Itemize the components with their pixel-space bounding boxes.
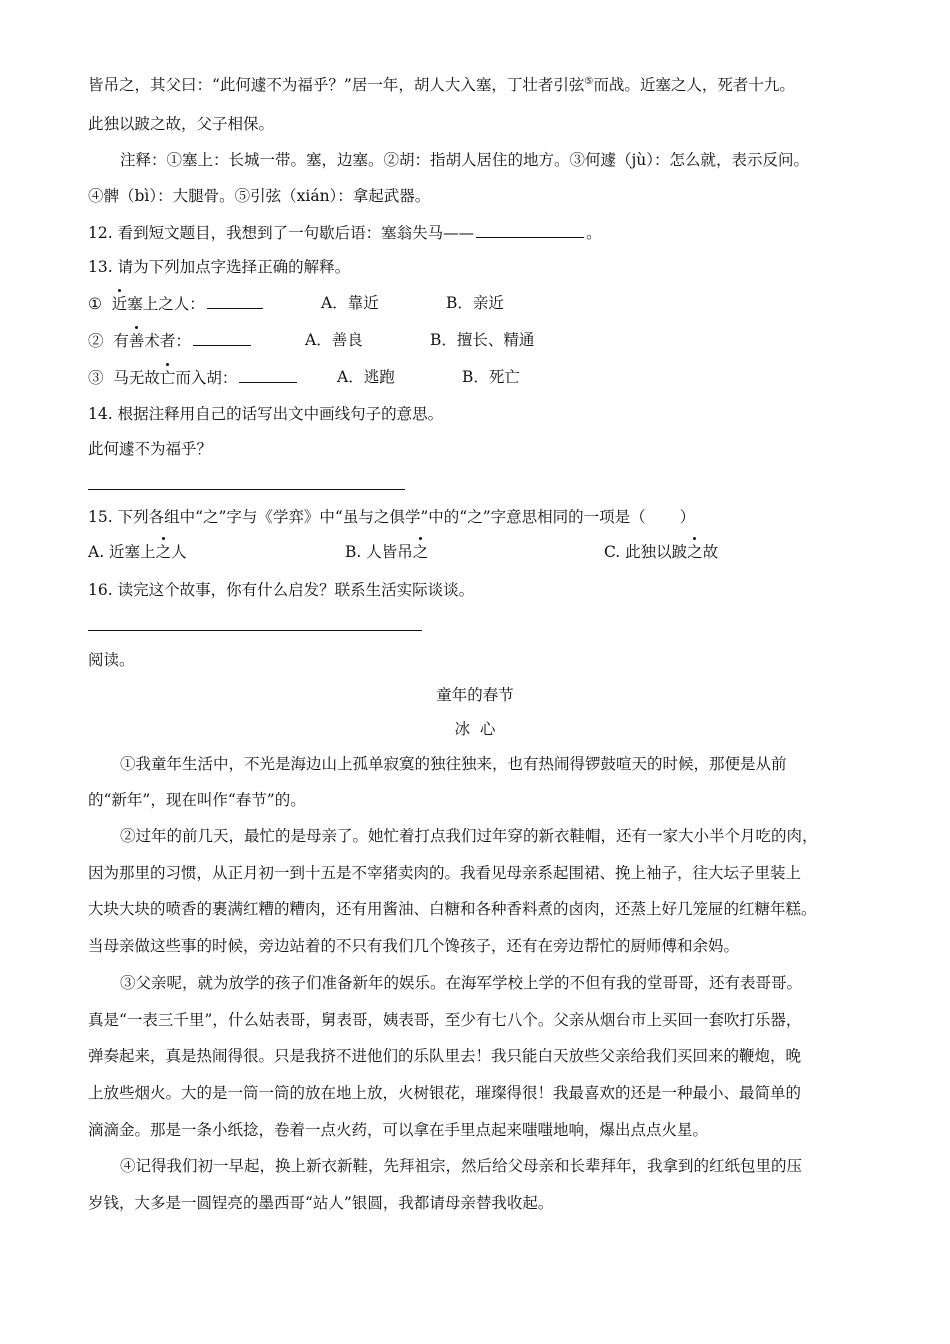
question-12-text: 12. 看到短文题目，我想到了一句歇后语：塞翁失马——	[88, 224, 475, 242]
option-text: A. 近塞上	[88, 543, 156, 561]
question-15	[88, 507, 695, 527]
item-number: ①	[88, 295, 102, 313]
answer-line-16[interactable]	[88, 630, 422, 631]
paragraph-line: ②过年的前几天，最忙的是母亲了。她忙着打点我们过年穿的新衣鞋帽，还有一家大小半个月吃的肉，	[120, 827, 818, 845]
paragraph-line: ④记得我们初一早起，换上新衣新鞋，先拜祖宗，然后给父母亲和长辈拜年，我拿到的红纸包里的压	[120, 1157, 803, 1175]
article-author: 冰 心	[454, 720, 496, 738]
q13-2-option-b[interactable]: B．擅长、精通	[430, 331, 535, 349]
answer-blank-13-1[interactable]	[207, 293, 263, 309]
answer-line-14[interactable]	[88, 489, 405, 490]
option-text: 人	[171, 543, 187, 561]
notes-line-2: ④髀（bì）：大腿骨。⑤引弦（xián）：拿起武器。	[88, 187, 431, 205]
item-number: ②	[88, 332, 104, 350]
q13-1-option-b[interactable]: B．亲近	[446, 294, 504, 312]
paren-close: ）	[679, 508, 696, 526]
question-15-text: 15. 下列各组中“之”字与《学弈》中“虽与之俱学”中的“之”字意思相同的一项是（	[88, 508, 646, 526]
passage-text: 皆吊之，其父曰：“此何遽不为福乎？”居一年，胡人大入塞，丁壮者引弦	[88, 76, 585, 94]
question-12	[88, 222, 602, 243]
option-text: B. 人皆吊	[345, 543, 413, 561]
question-14: 14. 根据注释用自己的话写出文中画线句子的意思。	[88, 405, 444, 423]
item-text: 而入胡：	[175, 369, 238, 387]
paragraph-line: 滴滴金。那是一条小纸捻，卷着一点火药，可以拿在手里点起来嗤嗤地响，爆出点点火星。	[88, 1121, 709, 1139]
q15-option-c[interactable]	[604, 542, 718, 562]
item-text: 马无故	[113, 369, 160, 387]
underlined-sentence: 此何遽不为福乎？	[88, 440, 213, 458]
item-text: 术者：	[144, 332, 191, 350]
q13-2-option-a[interactable]: A．善良	[305, 331, 363, 349]
q13-item-3	[88, 367, 299, 388]
item-text: 塞上之人：	[127, 295, 205, 313]
q13-3-option-b[interactable]: B．死亡	[462, 368, 520, 386]
answer-blank-13-3[interactable]	[239, 367, 297, 383]
passage-line-2: 此独以跛之故，父子相保。	[88, 115, 275, 133]
paragraph-line: 弹奏起来，真是热闹得很。只是我挤不进他们的乐队里去！我只能白天放些父亲给我们买回来的鞭炮，晚	[88, 1047, 802, 1065]
paragraph-line: 上放些烟火。大的是一筒一筒的放在地上放，火树银花，璀璨得很！我最喜欢的还是一种最小、最简单的	[88, 1084, 802, 1102]
paragraph-line: 大块大块的喷香的裹满红糟的糟肉，还有用酱油、白糖和各种香料煮的卤肉，还蒸上好几笼屉的红糖年糕。	[88, 900, 817, 918]
answer-blank-12[interactable]	[476, 222, 584, 238]
dotted-char: 之	[687, 543, 703, 561]
q13-3-option-a[interactable]: A．逃跑	[337, 368, 395, 386]
dotted-char: 亡	[159, 369, 176, 387]
paragraph-line: ①我童年生活中，不光是海边山上孤单寂寞的独往独来，也有热闹得锣鼓喧天的时候，那便是从前	[120, 755, 787, 773]
q15-option-a[interactable]	[88, 542, 187, 562]
paragraph-line: 因为那里的习惯，从正月初一到十五是不宰猪卖肉的。我看见母亲系起围裙、挽上袖子，往大坛子里装上	[88, 864, 802, 882]
article-title: 童年的春节	[436, 686, 514, 704]
item-text: 有	[113, 332, 129, 350]
question-16: 16. 读完这个故事，你有什么启发？联系生活实际谈谈。	[88, 581, 475, 599]
q15-option-b[interactable]	[345, 542, 428, 562]
paragraph-line: 真是“一表三千里”，什么姑表哥，舅表哥，姨表哥，至少有七八个。父亲从烟台市上买回一套吹打乐器，	[88, 1011, 802, 1029]
option-text: C. 此独以跛	[604, 543, 688, 561]
q13-1-option-a[interactable]: A．靠近	[321, 294, 379, 312]
dotted-char: 之	[155, 543, 172, 561]
notes-line-1: 注释：①塞上：长城一带。塞，边塞。②胡：指胡人居住的地方。③何遽（jù）：怎么就，表示反问。	[120, 151, 810, 169]
paragraph-line: 当母亲做这些事的时候，旁边站着的不只有我们几个馋孩子，还有在旁边帮忙的厨师傅和余妈。	[88, 937, 740, 955]
dotted-char: 之	[412, 543, 429, 561]
passage-line-1	[88, 75, 795, 95]
q13-item-1	[88, 293, 265, 314]
reading-label: 阅读。	[88, 651, 135, 669]
paragraph-line: 的“新年”，现在叫作“春节”的。	[88, 791, 306, 809]
q13-item-2	[88, 330, 253, 351]
dotted-char: 近	[111, 295, 128, 313]
item-number: ③	[88, 369, 104, 387]
question-12-end: 。	[586, 224, 602, 242]
answer-blank-13-2[interactable]	[193, 330, 251, 346]
paragraph-line: ③父亲呢，就为放学的孩子们准备新年的娱乐。在海军学校上学的不但有我的堂哥哥，还有表哥哥。	[120, 974, 803, 992]
paragraph-line: 岁钱，大多是一圆锃亮的墨西哥“站人”银圆，我都请母亲替我收起。	[88, 1194, 554, 1212]
option-text: 故	[702, 543, 719, 561]
dotted-char: 善	[128, 332, 145, 350]
passage-text: 而战。近塞之人，死者十九。	[593, 76, 795, 94]
footnote-marker: ⑤	[584, 75, 594, 87]
question-13: 13. 请为下列加点字选择正确的解释。	[88, 258, 351, 276]
